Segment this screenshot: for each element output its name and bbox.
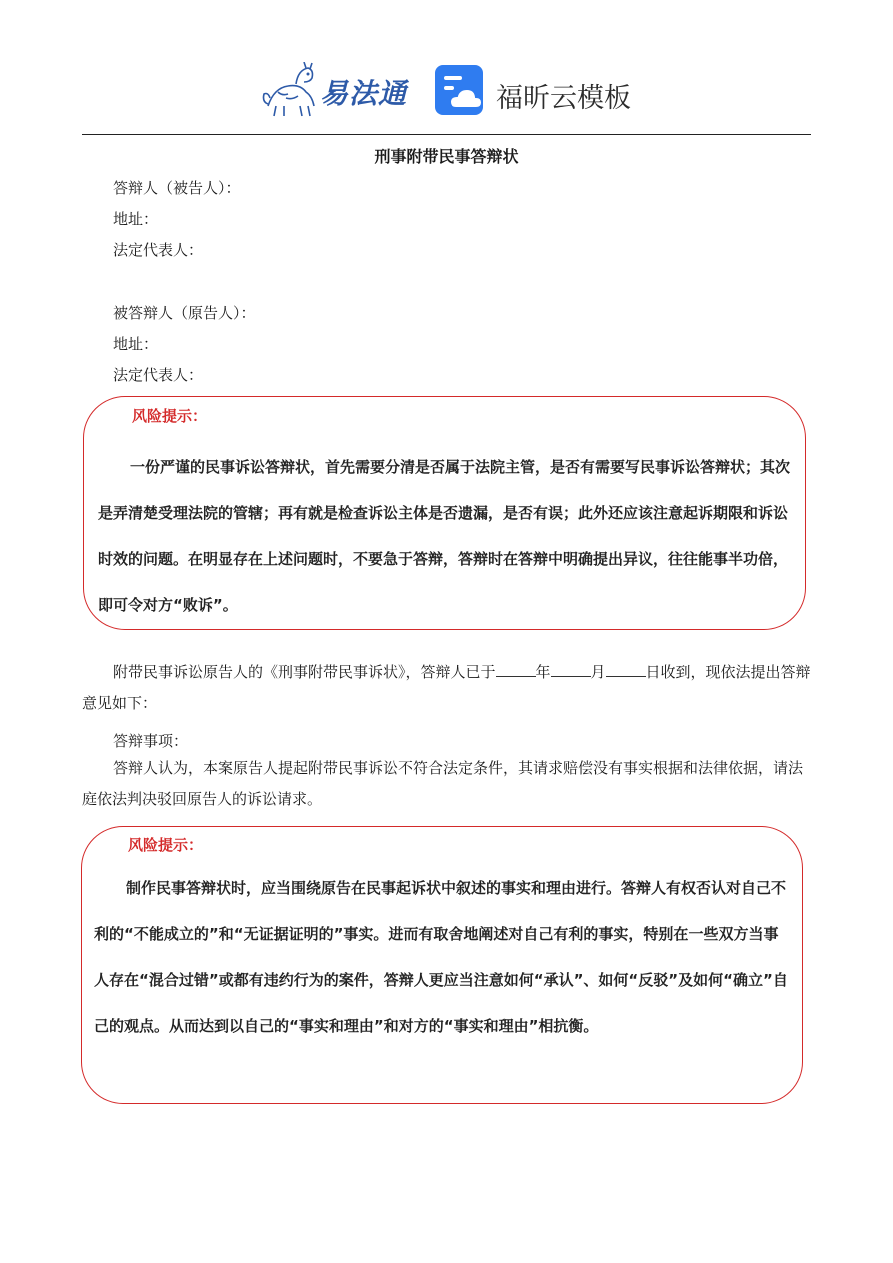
matters-label: 答辩事项： — [113, 732, 189, 750]
year-label: 年 — [535, 663, 551, 681]
receipt-text-pre: 附带民事诉讼原告人的《刑事附带民事诉状》，答辩人已于 — [113, 663, 496, 681]
year-blank — [496, 662, 536, 677]
risk-tip-title: 风险提示： — [128, 836, 204, 854]
receipt-text-post: 日收到，现依法提出答辩意见如下： — [82, 663, 811, 712]
page-header — [0, 60, 893, 122]
respondent-label: 答辩人（被告人）： — [113, 179, 241, 197]
yifatong-logo-text: 易法通 — [320, 77, 408, 110]
month-blank — [551, 662, 591, 677]
month-label: 月 — [590, 663, 606, 681]
plaintiff-address-label: 地址： — [113, 335, 159, 353]
plaintiff-legal-rep-label: 法定代表人： — [113, 366, 204, 384]
risk-tip-box-2 — [81, 826, 803, 1104]
risk-tip-box-1 — [83, 396, 806, 630]
yifatong-logo — [262, 62, 412, 120]
receipt-paragraph — [82, 657, 812, 719]
plaintiff-label: 被答辩人（原告人）： — [113, 304, 256, 322]
respondent-legal-rep-label: 法定代表人： — [113, 241, 204, 259]
foxit-template-logo — [434, 64, 644, 120]
document-title: 刑事附带民事答辩状 — [374, 147, 519, 166]
risk-tip-text: 一份严谨的民事诉讼答辩状，首先需要分清是否属于法院主管，是否有需要写民事诉讼答辩状；其次是弄清楚受理法院的管辖；再有就是检查诉讼主体是否遗漏，是否有误；此外还应该注意起诉期限和诉讼时效的问题。在明显存在上述问题时，不要急于答辩，答辩时在答辩中明确提出异议，往往能事半功倍，即可令对方“败诉”。 — [98, 458, 791, 614]
risk-tip-title: 风险提示： — [132, 407, 208, 425]
day-blank — [606, 662, 646, 677]
foxit-template-logo-text: 福昕云模板 — [496, 83, 631, 114]
risk-tip-text: 制作民事答辩状时，应当围绕原告在民事起诉状中叙述的事实和理由进行。答辩人有权否认对自己不利的“不能成立的”和“无证据证明的”事实。进而有取舍地阐述对自己有利的事实，特别在一些双方当事人存在“混合过错”或都有违约行为的案件，答辩人更应当注意如何“承认”、如何“反驳”及如何“确立”自己的观点。从而达到以自己的“事实和理由”和对方的“事实和理由”相抗衡。 — [94, 879, 788, 1035]
qilin-icon — [262, 62, 320, 120]
header-divider — [82, 134, 811, 135]
argument-paragraph: 答辩人认为，本案原告人提起附带民事诉讼不符合法定条件，其请求赔偿没有事实根据和法律依据，请法庭依法判决驳回原告人的诉讼请求。 — [82, 759, 804, 808]
cloud-document-icon — [434, 64, 486, 116]
respondent-address-label: 地址： — [113, 210, 159, 228]
